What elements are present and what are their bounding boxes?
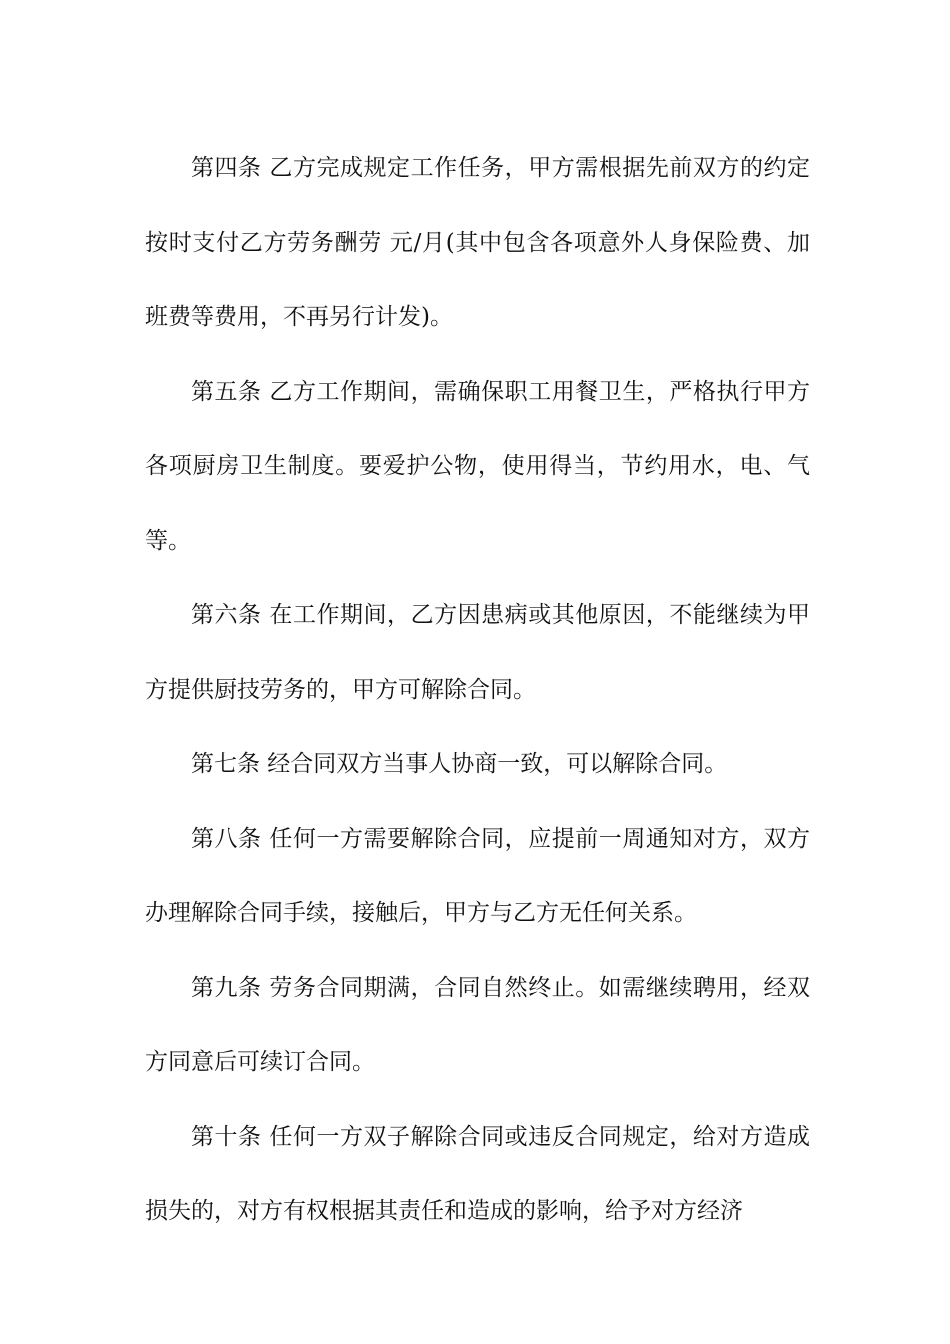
article-7-paragraph: 第七条 经合同双方当事人协商一致，可以解除合同。 (191, 751, 728, 777)
article-10-paragraph: 第十条 任何一方双子解除合同或违反合同规定，给对方造成损失的，对方有权根据其责任和造成的影响，给予对方经济 (145, 1123, 810, 1224)
article-8-paragraph: 第八条 任何一方需要解除合同，应提前一周通知对方，双方办理解除合同手续，接触后，甲方与乙方无任何关系。 (145, 825, 810, 926)
article-4-paragraph: 第四条 乙方完成规定工作任务，甲方需根据先前双方的约定按时支付乙方劳务酬劳 元/月(其中包含各项意外人身保险费、加班费等费用，不再另行计发)。 (145, 155, 810, 330)
article-9-paragraph: 第九条 劳务合同期满，合同自然终止。如需继续聘用，经双方同意后可续订合同。 (145, 974, 810, 1075)
article-5-paragraph: 第五条 乙方工作期间，需确保职工用餐卫生，严格执行甲方各项厨房卫生制度。要爱护公物，使用得当，节约用水，电、气等。 (145, 378, 810, 554)
article-6-paragraph: 第六条 在工作期间，乙方因患病或其他原因，不能继续为甲方提供厨技劳务的，甲方可解除合同。 (145, 602, 810, 703)
contract-body (145, 131, 810, 1249)
